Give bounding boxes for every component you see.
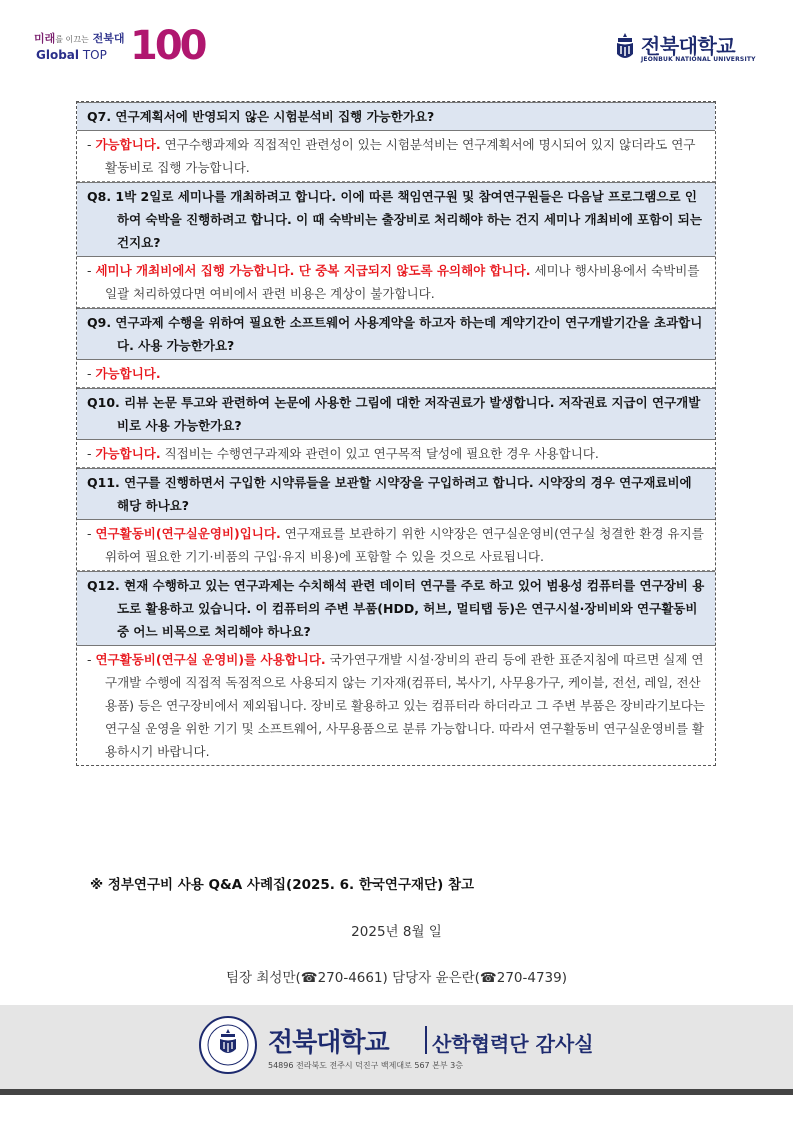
footer-separator [425, 1026, 427, 1054]
footer-university-name: 전북대학교 [268, 1028, 389, 1058]
footer-department: 산학협력단 감사실 [432, 1032, 594, 1056]
university-name: 전북대학교 [641, 34, 736, 58]
answer-q12: - 연구활동비(연구실 운영비)를 사용합니다. 국가연구개발 시설·장비의 관리 등에 관한 표준지침에 따르면 실제 연구개발 수행에 직접적 독점적으로 사용되지 않는 기자재(컴퓨터, 복사기, 사무용가구, 케이블, 전선, 레일, 전산용품) 등은 연구장비에서 제외됩니다. 장비로 활용하고 있는 컴퓨터라 하더라고 그 주변 부품은 장비라기보다는 연구실 운영을 위한 기기 및 소프트웨어, 사무용품으로 분류 가능합니다. 따라서 연구활동비 연구실운영비를 활용하시기 바랍니다. [77, 646, 715, 765]
question-q10: Q10. 리뷰 논문 투고와 관련하여 논문에 사용한 그림에 대한 저작권료가 발생합니다. 저작권료 지급이 연구개발비로 사용 가능한가요? [77, 388, 715, 440]
university-logo [613, 30, 756, 70]
answer-q8: - 세미나 개최비에서 집행 가능합니다. 단 중복 지급되지 않도록 유의해야 합니다. 세미나 행사비용에서 숙박비를 일괄 처리하였다면 여비에서 관련 비용은 계상이 불가합니다. [77, 257, 715, 308]
answer-q10: - 가능합니다. 직접비는 수행연구과제와 관련이 있고 연구목적 달성에 필요한 경우 사용합니다. [77, 440, 715, 468]
university-emblem-icon [613, 32, 637, 62]
answer-q9: - 가능합니다. [77, 360, 715, 388]
question-q11: Q11. 연구를 진행하면서 구입한 시약류들을 보관할 시약장을 구입하려고 합니다. 시약장의 경우 연구재료비에 해당 하나요? [77, 468, 715, 520]
contact-info: 팀장 최성만(☎270-4661) 담당자 윤은란(☎270-4739) [225, 970, 567, 986]
question-q12: Q12. 현재 수행하고 있는 연구과제는 수치해석 관련 데이터 연구를 주로 하고 있어 범용성 컴퓨터를 연구장비 용도로 활용하고 있습니다. 이 컴퓨터의 주변 부품(HDD, 허브, 멀티탭 등)은 연구시설·장비비와 연구활동비 중 어느 비목으로 처리해야 하나요? [77, 571, 715, 646]
footer-band [0, 1005, 793, 1093]
global-top-100-logo [34, 23, 205, 70]
logo-tagline: 미래를 이끄는 전북대 [34, 32, 125, 45]
document-date: 2025년 8월 일 [351, 924, 442, 940]
university-name-en: JEONBUK NATIONAL UNIVERSITY [641, 56, 756, 63]
footer-address: 54896 전라북도 전주시 덕진구 백제대로 567 본부 3층 [268, 1061, 463, 1070]
question-q8: Q8. 1박 2일로 세미나를 개최하려고 합니다. 이에 따른 책임연구원 및 참여연구원들은 다음날 프로그램으로 인하여 숙박을 진행하려고 합니다. 이 때 숙박비는 출장비로 처리해야 하는 건지 세미나 개최비에 포함이 되는 건지요? [77, 182, 715, 257]
question-q9: Q9. 연구과제 수행을 위하여 필요한 소프트웨어 사용계약을 하고자 하는데 계약기간이 연구개발기간을 초과합니다. 사용 가능한가요? [77, 308, 715, 360]
reference-note: ※ 정부연구비 사용 Q&A 사례집(2025. 6. 한국연구재단) 참고 [90, 877, 475, 893]
answer-q11: - 연구활동비(연구실운영비)입니다. 연구재료를 보관하기 위한 시약장은 연구실운영비(연구실 청결한 환경 유지를 위하여 필요한 기기·비품의 구입·유지 비용)에 포함할 수 있을 것으로 사료됩니다. [77, 520, 715, 571]
answer-q7: - 가능합니다. 연구수행과제와 직접적인 관련성이 있는 시험분석비는 연구계획서에 명시되어 있지 않더라도 연구활동비로 집행 가능합니다. [77, 131, 715, 182]
footer-divider [0, 1089, 793, 1095]
logo-global-top: Global TOP [36, 48, 107, 62]
university-seal-icon [198, 1015, 258, 1075]
qa-table [76, 101, 716, 766]
logo-100: 100 [130, 23, 205, 69]
question-q7: Q7. 연구계획서에 반영되지 않은 시험분석비 집행 가능한가요? [77, 102, 715, 131]
